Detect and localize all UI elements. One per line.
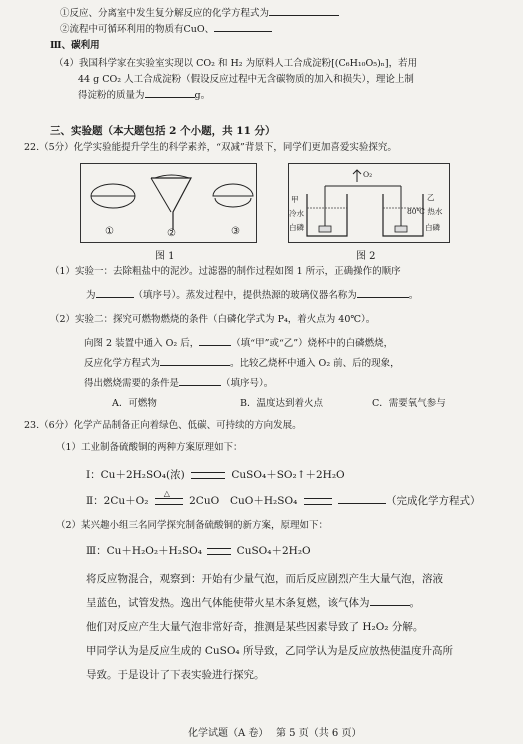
fig2-hot-water-label: 80℃ 热水 [407, 207, 443, 216]
figure-2-box [288, 163, 450, 243]
fig1-caption: 图 1 [155, 251, 175, 262]
fig2-yi-label: 乙 [427, 193, 435, 202]
q22-option-a: A．可燃物 [112, 398, 157, 409]
q23-p2: （2）某兴趣小组三名同学探究制备硫酸铜的新方案，原理如下： [56, 520, 329, 531]
q22-p1-line2: 为 （填序号）。蒸发过程中，提供热源的玻璃仪器名称为 。 [86, 290, 419, 301]
q23-eq4: Ⅲ：Cu＋H₂O₂＋H₂SO₄ CuSO₄＋2H₂O [86, 545, 311, 557]
fig1-label-2: ② [167, 228, 176, 239]
q23-eq2: Ⅱ：2Cu＋O₂ △ 2CuO [86, 488, 220, 507]
q21-item2: ②流程中可循环利用的物质有CuO、 [60, 24, 272, 36]
q22-option-c: C．需要氧气参与 [372, 398, 446, 409]
q23-stem: 23.（6分）化学产品制备正向着绿色、低碳、可持续的方向发展。 [24, 420, 302, 431]
q21-sub4-line1: （4）我国科学家在实验室实现以 CO₂ 和 H₂ 为原料人工合成淀粉[(C₆H₁₀O₅)ₙ]，若用 [54, 58, 418, 69]
section3-title: 三、实验题（本大题包括 2 个小题，共 11 分） [50, 125, 276, 137]
q23-eq2-heat-symbol: △ [163, 488, 170, 498]
q22-p2-line1: （2）实验二：探究可燃物燃烧的条件（白磷化学式为 P₄，着火点为 40℃）。 [50, 314, 376, 325]
fig2-jia-label: 甲 [291, 195, 299, 204]
q22-stem: 22.（5分）化学实验能提升学生的科学素养，“双减”背景下，同学们更加喜爱实验探究。 [24, 142, 397, 153]
q23-body2: 呈蓝色，试管发热。逸出气体能使带火星木条复燃，该气体为 。 [86, 597, 420, 609]
q21-sec3-title: Ⅲ、碳利用 [50, 40, 100, 51]
q23-body3: 他们对反应产生大量气泡非常好奇，推测是某些因素导致了 H₂O₂ 分解。 [86, 621, 424, 633]
fig2-caption: 图 2 [356, 251, 376, 262]
figure-1-box [80, 163, 257, 243]
fig2-o2-label: O₂ [363, 170, 373, 179]
fig2-cold-water-label: 冷水 [289, 209, 304, 218]
q23-body5: 导致。于是设计了下表实验进行探究。 [86, 669, 265, 681]
q23-eq1: Ⅰ：Cu＋2H₂SO₄(浓) CuSO₄＋SO₂↑＋2H₂O [86, 469, 345, 481]
fig2-white-p-left-label: 白磷 [289, 223, 304, 232]
q23-body4: 甲同学认为是反应生成的 CuSO₄ 所导致，乙同学认为是反应放热使温度升高所 [86, 645, 453, 657]
footer-page-number: 第 5 页（共 6 页） [276, 728, 362, 739]
fig2-white-p-right-label: 白磷 [425, 223, 440, 232]
q21-item1: ①反应、分离室中发生复分解反应的化学方程式为 [60, 8, 339, 20]
q22-option-b: B．温度达到着火点 [240, 398, 323, 409]
q22-p2-line3: 反应化学方程式为 。比较乙烧杯中通入 O₂ 前、后的现象， [84, 358, 400, 369]
q23-body1: 将反应物混合，观察到：开始有少量气泡，而后反应剧烈产生大量气泡，溶液 [86, 573, 443, 585]
q23-eq3: CuO＋H₂SO₄ （完成化学方程式） [230, 495, 481, 507]
q22-p2-line4: 得出燃烧需要的条件是 （填序号）。 [84, 378, 274, 389]
fig1-label-3: ③ [231, 226, 240, 237]
q21-sub4-line3: 得淀粉的质量为 g。 [78, 90, 211, 101]
footer-exam-name: 化学试题（A 卷） [188, 728, 269, 739]
fig1-label-1: ① [105, 226, 114, 237]
q22-p1-line1: （1）实验一：去除粗盐中的泥沙。过滤器的制作过程如图 1 所示，正确操作的顺序 [50, 266, 401, 277]
q23-p1: （1）工业制备硫酸铜的两种方案原理如下： [56, 442, 243, 453]
q21-sub4-line2: 44 g CO₂ 人工合成淀粉（假设反应过程中无含碳物质的加入和损失），理论上制 [78, 74, 414, 85]
q22-p2-line2: 向图 2 装置中通入 O₂ 后， （填“甲”或“乙”）烧杯中的白磷燃烧， [84, 338, 394, 349]
